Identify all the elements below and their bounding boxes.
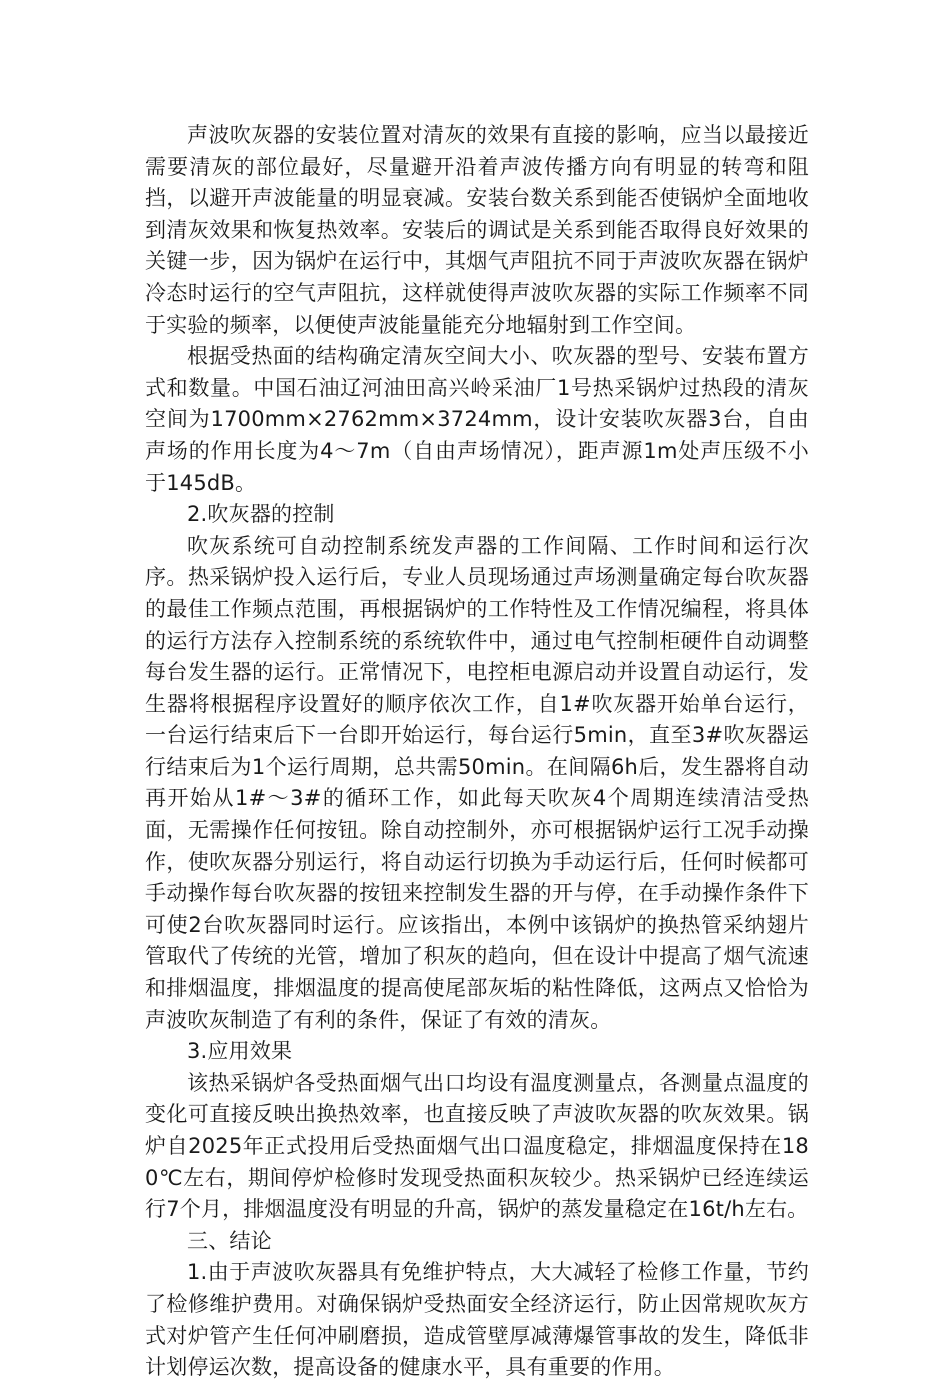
paragraph-installation-position: 声波吹灰器的安装位置对清灰的效果有直接的影响，应当以最接近需要清灰的部位最好，尽量避开沿着声波传播方向有明显的转弯和阻挡，以避开声波能量的明显衰减。安装台数关系到能否使锅炉全面地收到清灰效果和恢复热效率。安装后的调试是关系到能否取得良好效果的关键一步，因为锅炉在运行中，其烟气声阻抗不同于声波吹灰器在锅炉冷态时运行的空气声阻抗，这样就使得声波吹灰器的实际工作频率不同于实验的频率，以便使声波能量能充分地辐射到工作空间。 [145,123,809,337]
section-heading-conclusion: 三、结论 [187,1228,272,1253]
section-heading-effect: 3.应用效果 [187,1039,293,1064]
paragraph-application-effect: 该热采锅炉各受热面烟气出口均设有温度测量点，各测量点温度的变化可直接反映出换热效率，也直接反映了声波吹灰器的吹灰效果。锅炉自2025年正式投用后受热面烟气出口温度稳定，排烟温度保持在180℃左右，期间停炉检修时发现受热面积灰较少。热采锅炉已经连续运行7个月，排烟温度没有明显的升高，锅炉的蒸发量稳定在16t/h左右。 [145,1070,809,1222]
paragraph-cleaning-space: 根据受热面的结构确定清灰空间大小、吹灰器的型号、安装布置方式和数量。中国石油辽河油田高兴岭采油厂1号热采锅炉过热段的清灰空间为1700mm×2762mm×3724mm，设计安装吹灰器3台，自由声场的作用长度为4～7m（自由声场情况），距声源1m处声压级不小于145dB。 [145,344,809,495]
section-heading-control: 2.吹灰器的控制 [187,502,335,527]
paragraph-control-system: 吹灰系统可自动控制系统发声器的工作间隔、工作时间和运行次序。热采锅炉投入运行后，专业人员现场通过声场测量确定每台吹灰器的最佳工作频点范围，再根据锅炉的工作特性及工作情况编程，将具体的运行方法存入控制系统的系统软件中，通过电气控制柜硬件自动调整每台发生器的运行。正常情况下，电控柜电源启动并设置自动运行，发生器将根据程序设置好的顺序依次工作，自1#吹灰器开始单台运行，一台运行结束后下一台即开始运行，每台运行5min，直至3#吹灰器运行结束后为1个运行周期，总共需50min。在间隔6h后，发生器将自动再开始从1#～3#的循环工作，如此每天吹灰4个周期连续清洁受热面，无需操作任何按钮。除自动控制外，亦可根据锅炉运行工况手动操作，使吹灰器分别运行，将自动运行切换为手动运行后，任何时候都可手动操作每台吹灰器的按钮来控制发生器的开与停，在手动操作条件下可使2台吹灰器同时运行。应该指出，本例中该锅炉的换热管采纳翅片管取代了传统的光管，增加了积灰的趋向，但在设计中提高了烟气流速和排烟温度，排烟温度的提高使尾部灰垢的粘性降低，这两点又恰恰为声波吹灰制造了有利的条件，保证了有效的清灰。 [145,533,809,1032]
paragraph-conclusion-1: 1.由于声波吹灰器具有免维护特点，大大减轻了检修工作量，节约了检修维护费用。对确保锅炉受热面安全经济运行，防止因常规吹灰方式对炉管产生任何冲刷磨损，造成管壁厚减薄爆管事故的发生，降低非计划停运次数，提高设备的健康水平，具有重要的作用。 [145,1260,809,1380]
document-body [145,120,809,1384]
